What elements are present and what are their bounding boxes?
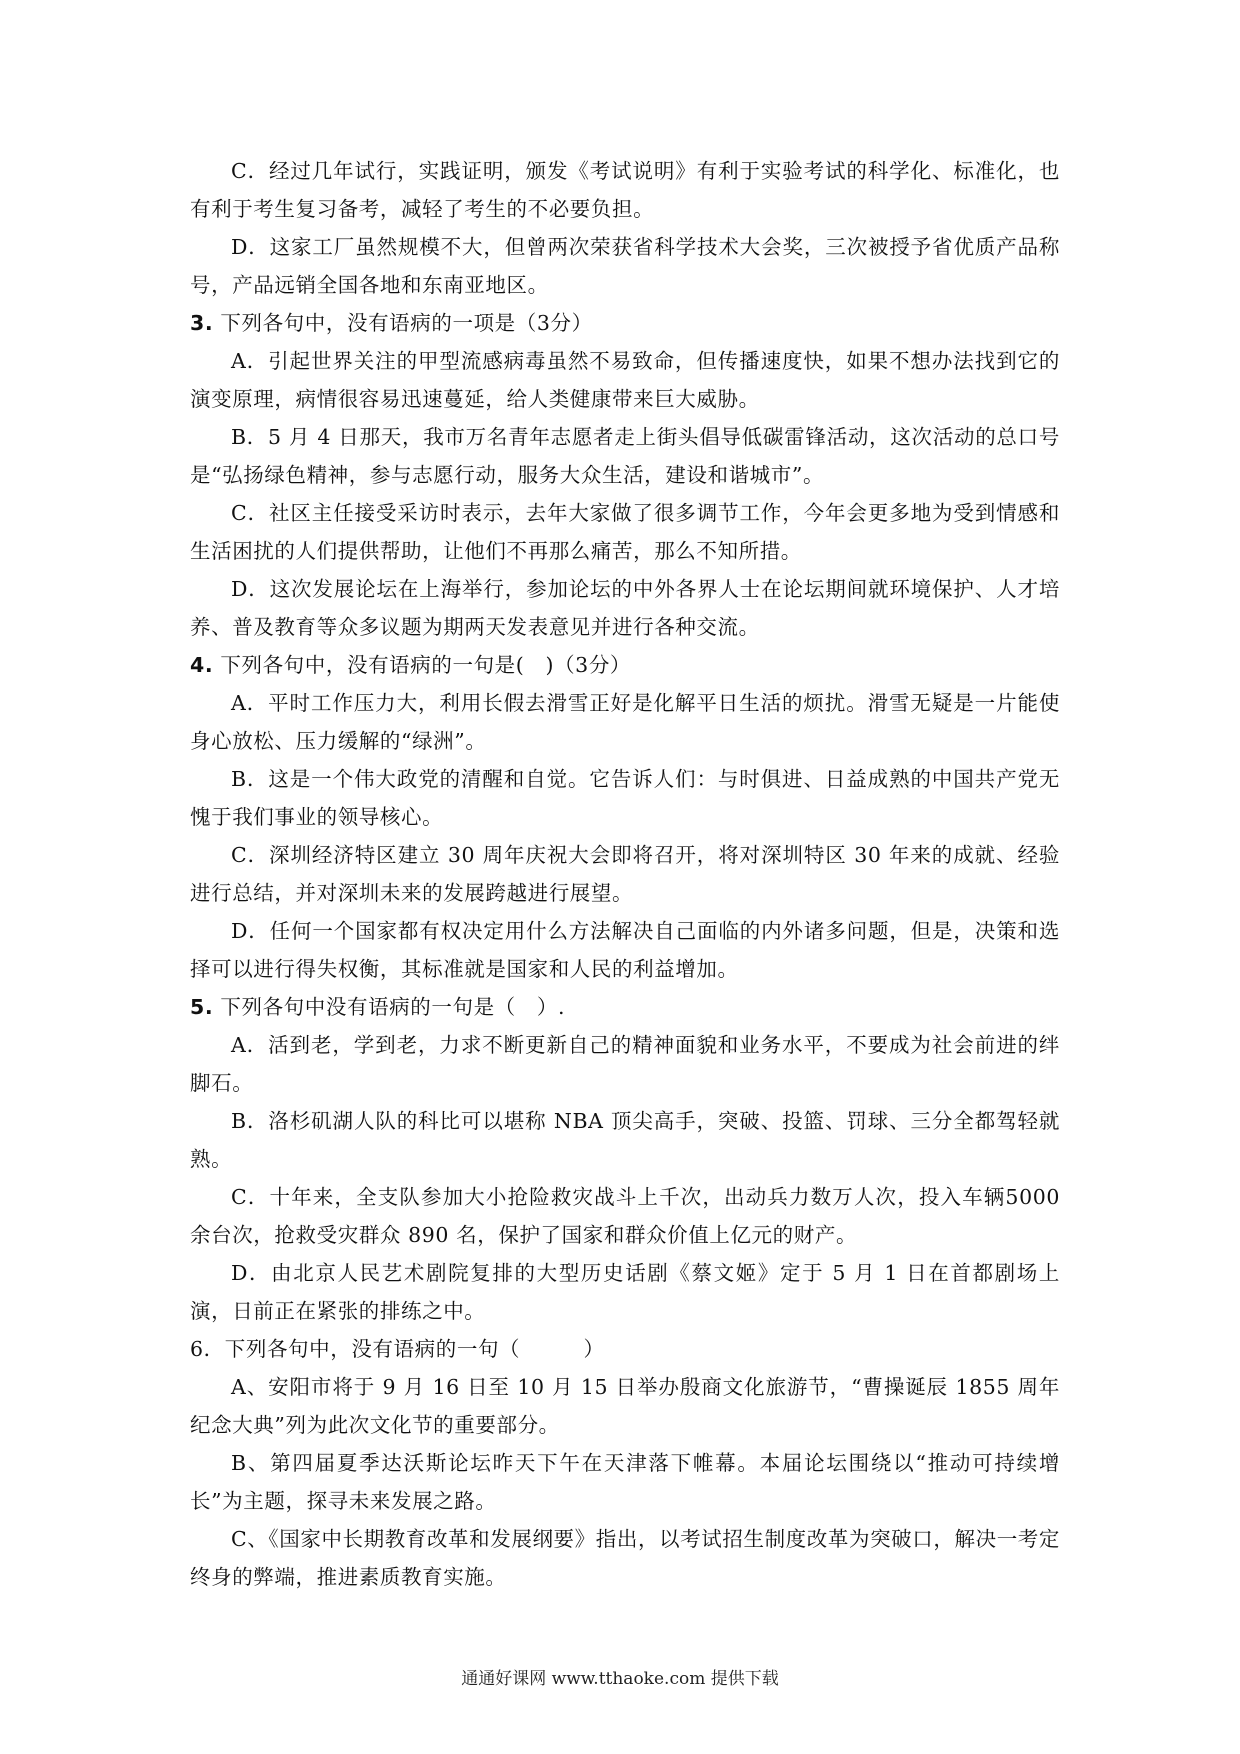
- question-6: 6．下列各句中，没有语病的一句（ ）: [190, 1337, 605, 1361]
- option-c-q3: C．社区主任接受采访时表示，去年大家做了很多调节工作，今年会更多地为受到情感和生活困扰的人们提供帮助，让他们不再那么痛苦，那么不知所措。: [190, 501, 1060, 563]
- option-d-q3: D．这次发展论坛在上海举行，参加论坛的中外各界人士在论坛期间就环境保护、人才培养、普及教育等众多议题为期两天发表意见并进行各种交流。: [190, 577, 1060, 639]
- option-b-q5: B．洛杉矶湖人队的科比可以堪称 NBA 顶尖高手，突破、投篮、罚球、三分全都驾轻就熟。: [190, 1109, 1060, 1171]
- option-d-q2: D．这家工厂虽然规模不大，但曾两次荣获省科学技术大会奖，三次被授予省优质产品称号，产品远销全国各地和东南亚地区。: [190, 235, 1060, 297]
- question-text: 下列各句中没有语病的一句是（ ）.: [213, 995, 566, 1019]
- option-c-q2: C．经过几年试行，实践证明，颁发《考试说明》有利于实验考试的科学化、标准化，也有利于考生复习备考，减轻了考生的不必要负担。: [190, 159, 1060, 221]
- option-a-q5: A．活到老，学到老，力求不断更新自己的精神面貌和业务水平，不要成为社会前进的绊脚石。: [190, 1033, 1060, 1095]
- option-d-q4: D．任何一个国家都有权决定用什么方法解决自己面临的内外诸多问题，但是，决策和选择可以进行得失权衡，其标准就是国家和人民的利益增加。: [190, 919, 1060, 981]
- option-a-q3: A．引起世界关注的甲型流感病毒虽然不易致命，但传播速度快，如果不想办法找到它的演变原理，病情很容易迅速蔓延，给人类健康带来巨大威胁。: [190, 349, 1060, 411]
- option-b-q3: B．5 月 4 日那天，我市万名青年志愿者走上街头倡导低碳雷锋活动，这次活动的总口号是“弘扬绿色精神，参与志愿行动，服务大众生活，建设和谐城市”。: [190, 425, 1060, 487]
- option-b-q6: B、第四届夏季达沃斯论坛昨天下午在天津落下帷幕。本届论坛围绕以“推动可持续增长”为主题，探寻未来发展之路。: [190, 1451, 1060, 1513]
- option-c-q6: C、《国家中长期教育改革和发展纲要》指出，以考试招生制度改革为突破口，解决一考定终身的弊端，推进素质教育实施。: [190, 1527, 1060, 1589]
- option-c-q5: C．十年来，全支队参加大小抢险救灾战斗上千次，出动兵力数万人次，投入车辆5000 余台次，抢救受灾群众 890 名，保护了国家和群众价值上亿元的财产。: [190, 1185, 1060, 1247]
- option-b-q4: B．这是一个伟大政党的清醒和自觉。它告诉人们：与时俱进、日益成熟的中国共产党无愧于我们事业的领导核心。: [190, 767, 1060, 829]
- option-c-q4: C．深圳经济特区建立 30 周年庆祝大会即将召开，将对深圳特区 30 年来的成就、经验进行总结，并对深圳未来的发展跨越进行展望。: [190, 843, 1060, 905]
- question-5: [190, 988, 1060, 1026]
- question-text: 下列各句中，没有语病的一项是（3分）: [213, 311, 593, 335]
- option-a-q6: A、安阳市将于 9 月 16 日至 10 月 15 日举办殷商文化旅游节，“曹操诞辰 1855 周年纪念大典”列为此次文化节的重要部分。: [190, 1375, 1060, 1437]
- question-text: 下列各句中，没有语病的一句是( )（3分）: [213, 653, 632, 677]
- question-3: [190, 304, 1060, 342]
- document-body: [190, 152, 1060, 1596]
- question-number: 3.: [190, 311, 214, 335]
- option-d-q5: D．由北京人民艺术剧院复排的大型历史话剧《蔡文姬》定于 5 月 1 日在首都剧场上演，日前正在紧张的排练之中。: [190, 1261, 1060, 1323]
- page-footer: 通通好课网 www.tthaoke.com 提供下载: [461, 1669, 779, 1689]
- question-4: [190, 646, 1060, 684]
- question-number: 4.: [190, 653, 214, 677]
- option-a-q4: A．平时工作压力大，利用长假去滑雪正好是化解平日生活的烦扰。滑雪无疑是一片能使身心放松、压力缓解的“绿洲”。: [190, 691, 1060, 753]
- question-number: 5.: [190, 995, 214, 1019]
